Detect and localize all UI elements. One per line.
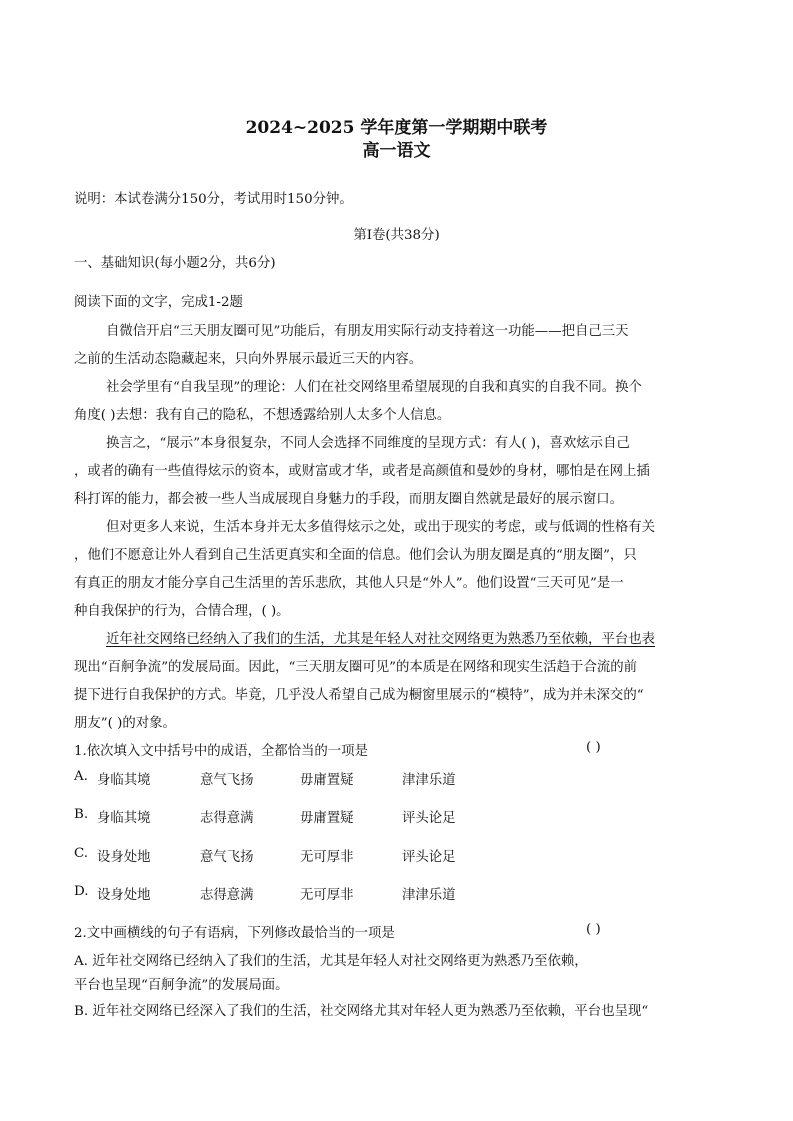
exam-subject: 高一语文 [362,141,431,161]
option-a-label: A. [74,769,88,784]
passage-underlined-line: 近年社交网络已经纳入了我们的生活，尤其是年轻人对社交网络更为熟悉乃至依赖，平台也表 [106,632,656,647]
option-b-word: 身临其境 [97,811,151,826]
exam-instructions: 说明：本试卷满分150分，考试用时150分钟。 [74,192,353,207]
passage-line: 之前的生活动态隐藏起来，只向外界展示最近三天的内容。 [74,352,423,367]
passage-line: 但对更多人来说，生活本身并无太多值得炫示之处，或出于现实的考虑，或与低调的性格有关 [106,520,656,535]
passage-line: 自微信开启“三天朋友圈可见”功能后，有朋友用实际行动支持着这一功能——把自己三天 [106,324,629,339]
option-a-word: 身临其境 [97,773,151,788]
passage-line: 换言之，“展示”本身很复杂，不同人会选择不同维度的呈现方式：有人( )，喜欢炫示自己 [106,436,630,451]
option-a-word: 毋庸置疑 [300,773,354,788]
option-b-label: B. [74,807,89,822]
option-c-word: 意气飞扬 [200,850,254,865]
option-b-word: 评头论足 [402,811,456,826]
option-b-text: B. 近年社交网络已经深入了我们的生活，社交网络尤其对年轻人更为熟悉乃至依赖，平台也呈现“ [74,1004,649,1019]
option-b-word: 志得意满 [200,811,254,826]
passage-line: ，或者的确有一些值得炫示的资本，或财富或才华，或者是高颜值和曼妙的身材，哪怕是在网上插 [74,464,650,479]
option-c-label: C. [74,846,89,861]
answer-blank: ( ) [586,922,601,937]
option-d-word: 津津乐道 [402,888,456,903]
option-d-word: 无可厚非 [300,888,354,903]
passage-line: 朋友”( )的对象。 [74,716,176,731]
option-a-text: A. 近年社交网络已经纳入了我们的生活，尤其是年轻人对社交网络更为熟悉乃至依赖， [74,954,588,969]
passage-line: 提下进行自我保护的方式。毕竟，几乎没人希望自己成为橱窗里展示的“模特”，成为并未深交的“ [74,688,644,703]
passage-line: 社会学里有“自我呈现”的理论：人们在社交网络里希望展现的自我和真实的自我不同。换个 [106,380,642,395]
answer-blank: ( ) [586,740,601,755]
passage-line: 科打诨的能力，都会被一些人当成展现自身魅力的手段，而朋友圈自然就是最好的展示窗口。 [74,492,624,507]
passage-line: ，他们不愿意让外人看到自己生活更真实和全面的信息。他们会认为朋友圈是真的“朋友圈”，只 [74,548,637,563]
question-2-stem: 2.文中画横线的句子有语病，下列修改最恰当的一项是 [74,926,395,941]
option-a-word: 意气飞扬 [200,773,254,788]
option-d-word: 设身处地 [97,888,151,903]
passage-line: 有真正的朋友才能分享自己生活里的苦乐悲欣，其他人只是“外人”。他们设置“三天可见”是一 [74,576,624,591]
part-heading: 一、基础知识(每小题2分，共6分) [74,256,276,271]
option-a-text-cont: 平台也呈现“百舸争流”的发展局面。 [74,978,289,993]
reading-prompt: 阅读下面的文字，完成1-2题 [74,295,243,310]
question-1-stem: 1.依次填入文中括号中的成语，全都恰当的一项是 [74,744,368,759]
option-d-word: 志得意满 [200,888,254,903]
option-c-word: 设身处地 [97,850,151,865]
option-a-word: 津津乐道 [402,773,456,788]
section-title: 第Ⅰ卷(共38分) [353,228,440,243]
passage-line: 种自我保护的行为，合情合理，( )。 [74,604,290,619]
option-c-word: 无可厚非 [300,850,354,865]
passage-line: 现出“百舸争流”的发展局面。因此，“三天朋友圈可见”的本质是在网络和现实生活趋于合流的前 [74,660,638,675]
option-b-word: 毋庸置疑 [300,811,354,826]
option-c-word: 评头论足 [402,850,456,865]
passage-line: 角度( )去想：我有自己的隐私，不想透露给别人太多个人信息。 [74,408,451,423]
exam-title: 2024~2025 学年度第一学期期中联考 [245,118,548,138]
option-d-label: D. [74,884,89,899]
